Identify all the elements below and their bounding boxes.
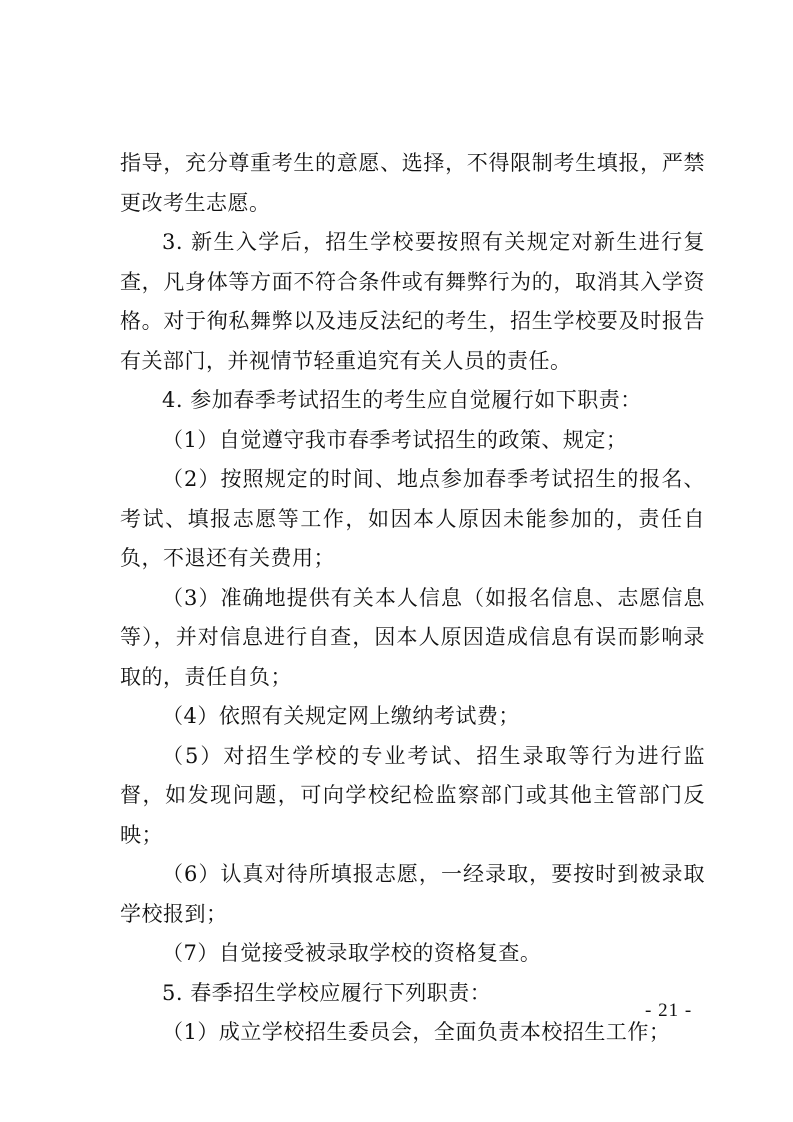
document-body <box>120 144 705 1053</box>
paragraph-duty-3: （3）准确地提供有关本人信息（如报名信息、志愿信息等），并对信息进行自查，因本人原因造成信息有误而影响录取的，责任自负； <box>120 585 705 689</box>
page-number: - 21 - <box>645 1000 693 1021</box>
paragraph-duty-4: （4）依照有关规定网上缴纳考试费； <box>162 704 520 728</box>
paragraph-school-duty-1: （1）成立学校招生委员会，全面负责本校招生工作； <box>162 1020 671 1044</box>
paragraph-item-3: 3. 新生入学后，招生学校要按照有关规定对新生进行复查，凡身体等方面不符合条件或有舞弊行为的，取消其入学资格。对于徇私舞弊以及违反法纪的考生，招生学校要及时报告有关部门，并视情节轻重追究有关人员的责任。 <box>120 230 705 373</box>
paragraph-item-5-heading: 5. 春季招生学校应履行下列职责： <box>162 980 492 1005</box>
paragraph-duty-5: （5）对招生学校的专业考试、招生录取等行为进行监督，如发现问题，可向学校纪检监察部门或其他主管部门反映； <box>120 743 705 847</box>
paragraph-duty-7: （7）自觉接受被录取学校的资格复查。 <box>162 941 542 965</box>
paragraph-duty-6: （6）认真对待所填报志愿，一经录取，要按时到被录取学校报到； <box>120 862 705 926</box>
paragraph-duty-2: （2）按照规定的时间、地点参加春季考试招生的报名、考试、填报志愿等工作，如因本人原因未能参加的，责任自负，不退还有关费用； <box>120 467 705 570</box>
paragraph-item-4-heading: 4. 参加春季考试招生的考生应自觉履行如下职责： <box>162 388 642 412</box>
paragraph-duty-1: （1）自觉遵守我市春季考试招生的政策、规定； <box>162 427 628 452</box>
paragraph-continuation: 指导，充分尊重考生的意愿、选择，不得限制考生填报，严禁更改考生志愿。 <box>120 151 705 215</box>
